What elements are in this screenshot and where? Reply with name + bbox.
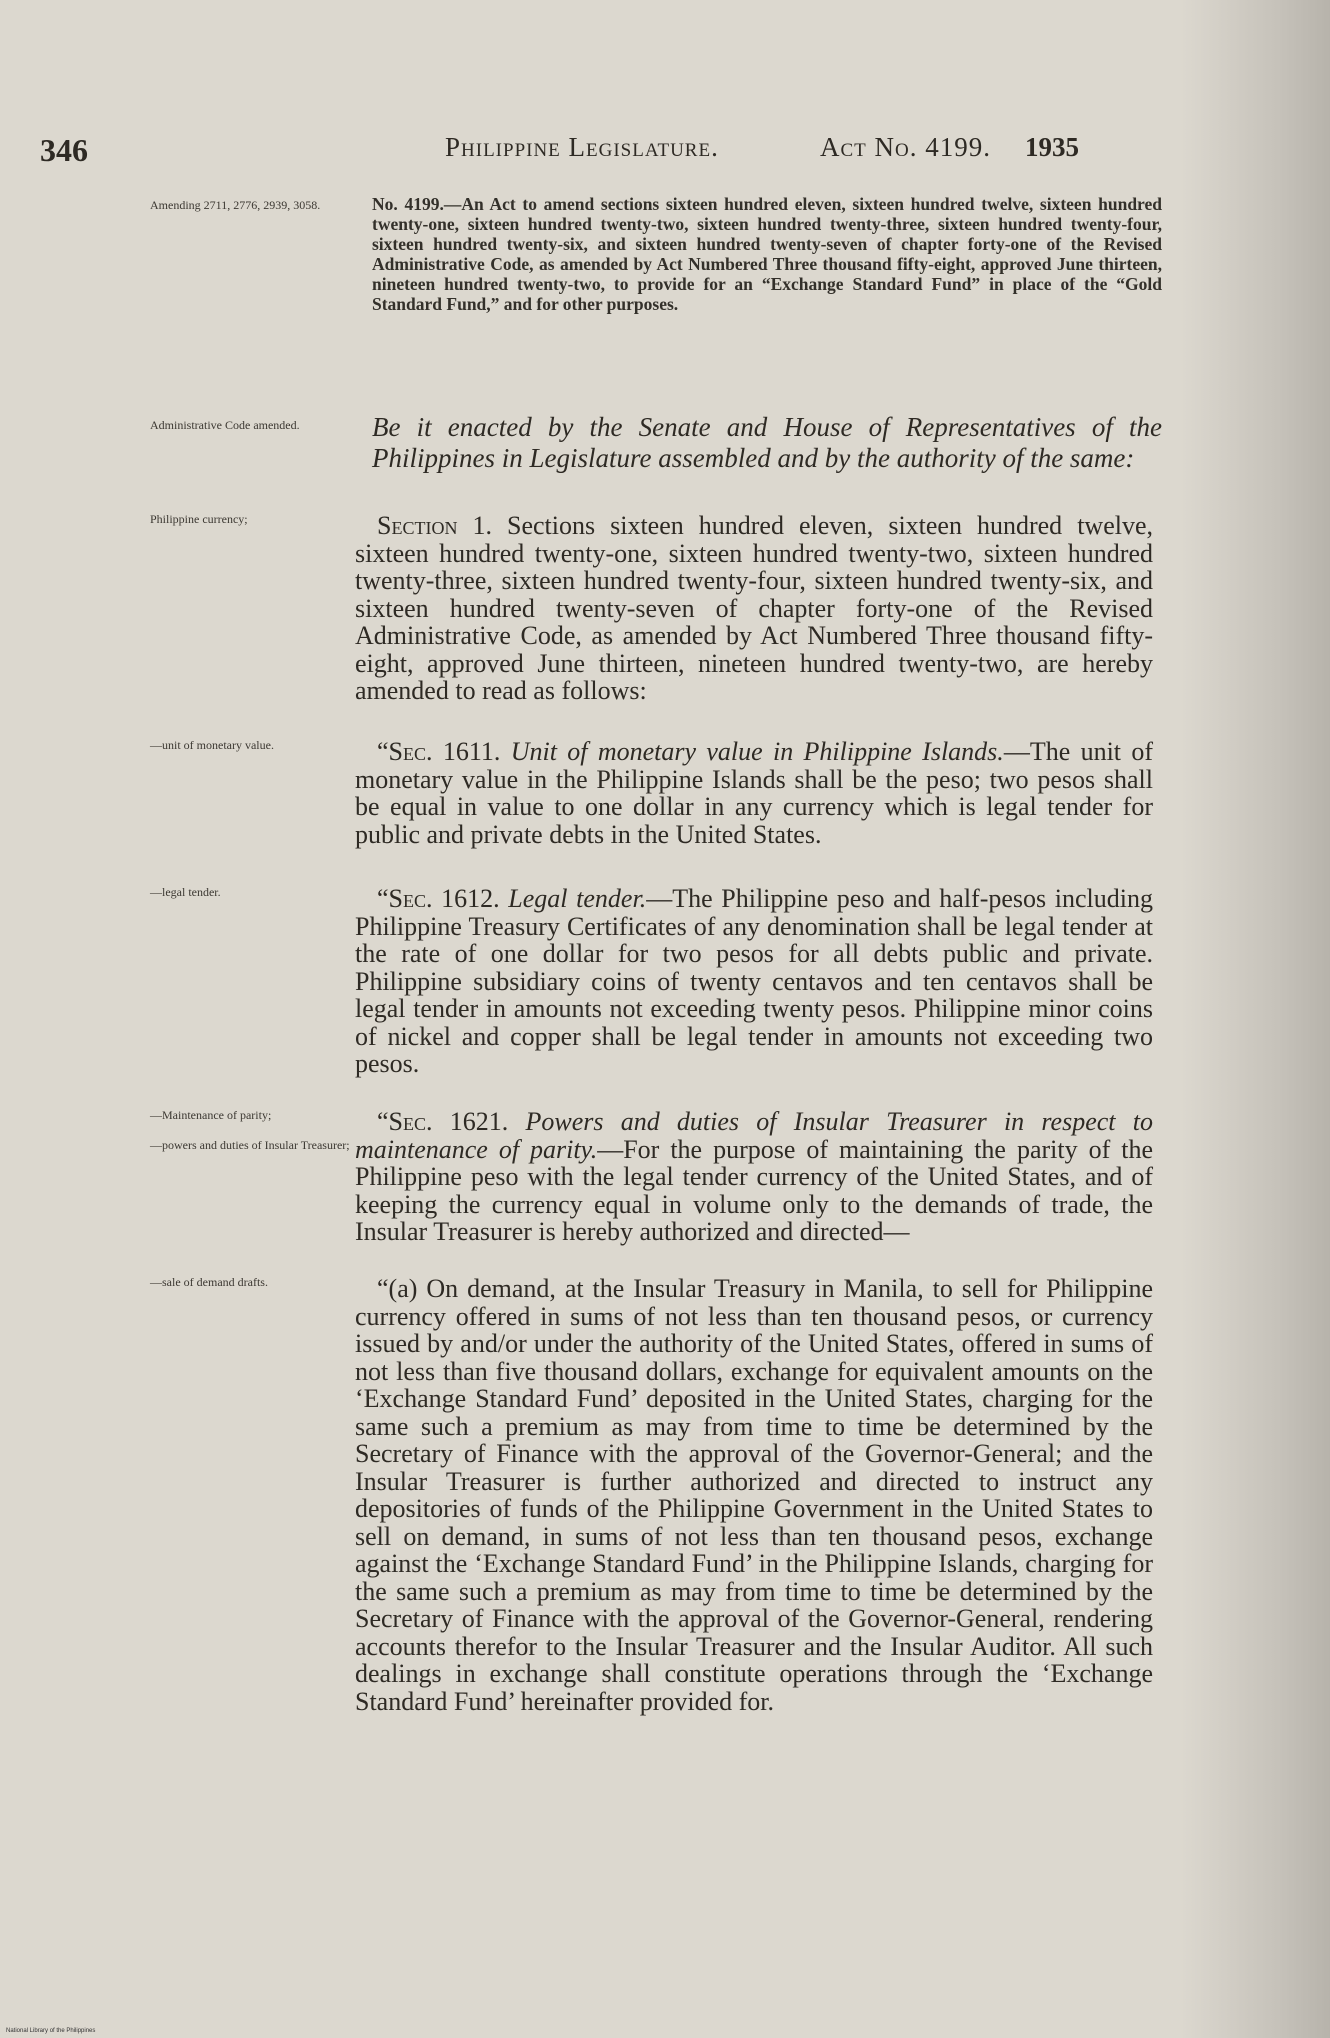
enacting-clause: Be it enacted by the Senate and House of Representatives of the Philippines in Legislature assembled and by the authority of the same: xyxy=(372,412,1162,473)
clause-a-text: On demand, at the Insular Treasury in Manila, to sell for Philippine currency offered in sums of not less than ten thousand pesos, or currency issued by and/or under the authority of the United States, offered in sums of not less than five thousand dollars, exchange for equivalent amounts on the ‘Exchange Standard Fund’ deposited in the United States, charging for the same such a premium as may from time to time be determined by the Secretary of Finance with the approval of the Governor-General; and the Insular Treasurer is further authorized and directed to instruct any depositories of funds of the Philippine Government in the United States to sell on demand, in sums of not less than ten thousand pesos, exchange against the ‘Exchange Standard Fund’ in the Philippine Islands, charging for the same such a premium as may from time to time be determined by the Secretary of Finance with the approval of the Governor-General, rendering accounts therefor to the Insular Treasurer and the Insular Auditor. All such dealings in exchange shall constitute operations through the ‘Exchange Standard Fund’ hereinafter provided for. xyxy=(355,1274,1153,1716)
side-note-currency: Philippine currency; xyxy=(150,512,248,526)
section-1-text: Sections sixteen hundred eleven, sixteen hundred twelve, sixteen hundred twenty-one, sixteen hundred twenty-two, sixteen hundred twenty-three, sixteen hundred twenty-four, sixteen hundred twenty-six, and sixteen hundred twenty-seven of chapter forty-one of the Revised Administrative Code, as amended by Act Numbered Three thousand fifty-eight, approved June thirteen, nineteen hundred twenty-two, are hereby amended to read as follows: xyxy=(355,511,1153,705)
sec-1621-label: “Sec. 1621. xyxy=(377,1107,509,1136)
sec-1621-text: —For the purpose of maintaining the parity of the Philippine peso with the legal tender currency of the United States, and of keeping the currency equal in volume only to the demands of trade, the Insular Treasurer is hereby authorized and directed— xyxy=(355,1134,1153,1246)
sec-1612-label: “Sec. 1612. xyxy=(377,884,500,913)
section-1611 xyxy=(355,738,1153,848)
sec-1611-label: “Sec. 1611. xyxy=(377,737,501,766)
side-note-demand-drafts: —sale of demand drafts. xyxy=(150,1275,268,1289)
page-number: 346 xyxy=(40,132,88,168)
running-head-title: Philippine Legislature. xyxy=(445,132,719,162)
page-edge-shadow xyxy=(1180,0,1330,2038)
footer-credit: National Library of the Philippines xyxy=(6,2028,96,2034)
clause-a-label: “(a) xyxy=(377,1274,418,1303)
sec-1612-heading: Legal tender. xyxy=(499,884,647,913)
section-1-label: Section 1. xyxy=(377,511,492,540)
sec-1621-heading: Powers and duties of Insular Treasurer in respect to maintenance of parity. xyxy=(355,1107,1153,1164)
side-note-maintenance: —Maintenance of parity; xyxy=(150,1108,272,1122)
running-head-act: Act No. 4199. xyxy=(820,132,991,162)
section-1621 xyxy=(355,1108,1153,1246)
section-1612 xyxy=(355,885,1153,1078)
sec-1611-heading: Unit of monetary value in Philippine Islands. xyxy=(500,737,1004,766)
sec-1612-text: —The Philippine peso and half-pesos including Philippine Treasury Certificates of any denomination shall be legal tender at the rate of one dollar for two pesos for all debts public and private. Philippine subsidiary coins of twenty centavos and ten centavos shall be legal tender in amounts not exceeding twenty pesos. Philippine minor coins of nickel and copper shall be legal tender in amounts not exceeding two pesos. xyxy=(355,884,1153,1078)
act-title-text: —An Act to amend sections sixteen hundred eleven, sixteen hundred twelve, sixteen hundred twenty-one, sixteen hundred twenty-two, sixteen hundred twenty-three, sixteen hundred twenty-four, sixteen hundred twenty-six, and sixteen hundred twenty-seven of chapter forty-one of the Revised Administrative Code, as amended by Act Numbered Three thousand fifty-eight, approved June thirteen, nineteen hundred twenty-two, to provide for an “Exchange Standard Fund” in place of the “Gold Standard Fund,” and for other purposes. xyxy=(372,194,1163,314)
section-1 xyxy=(355,512,1153,705)
running-head-year: 1935 xyxy=(1025,132,1079,162)
side-note-legal-tender: —legal tender. xyxy=(150,885,221,899)
running-header xyxy=(0,132,1200,172)
side-note-admin-code: Administrative Code amended. xyxy=(150,418,300,432)
act-title xyxy=(372,194,1162,314)
clause-a xyxy=(355,1275,1153,1715)
side-note-powers-duties: —powers and duties of Insular Treasurer; xyxy=(150,1138,350,1152)
act-number: No. 4199. xyxy=(372,194,444,214)
side-note-unit-monetary: —unit of monetary value. xyxy=(150,738,274,752)
side-note-amending: Amending 2711, 2776, 2939, 3058. xyxy=(150,198,321,212)
sec-1611-text: —The unit of monetary value in the Philippine Islands shall be the peso; two pesos shall be equal in value to one dollar in any currency which is legal tender for public and private debts in the United States. xyxy=(355,737,1154,849)
